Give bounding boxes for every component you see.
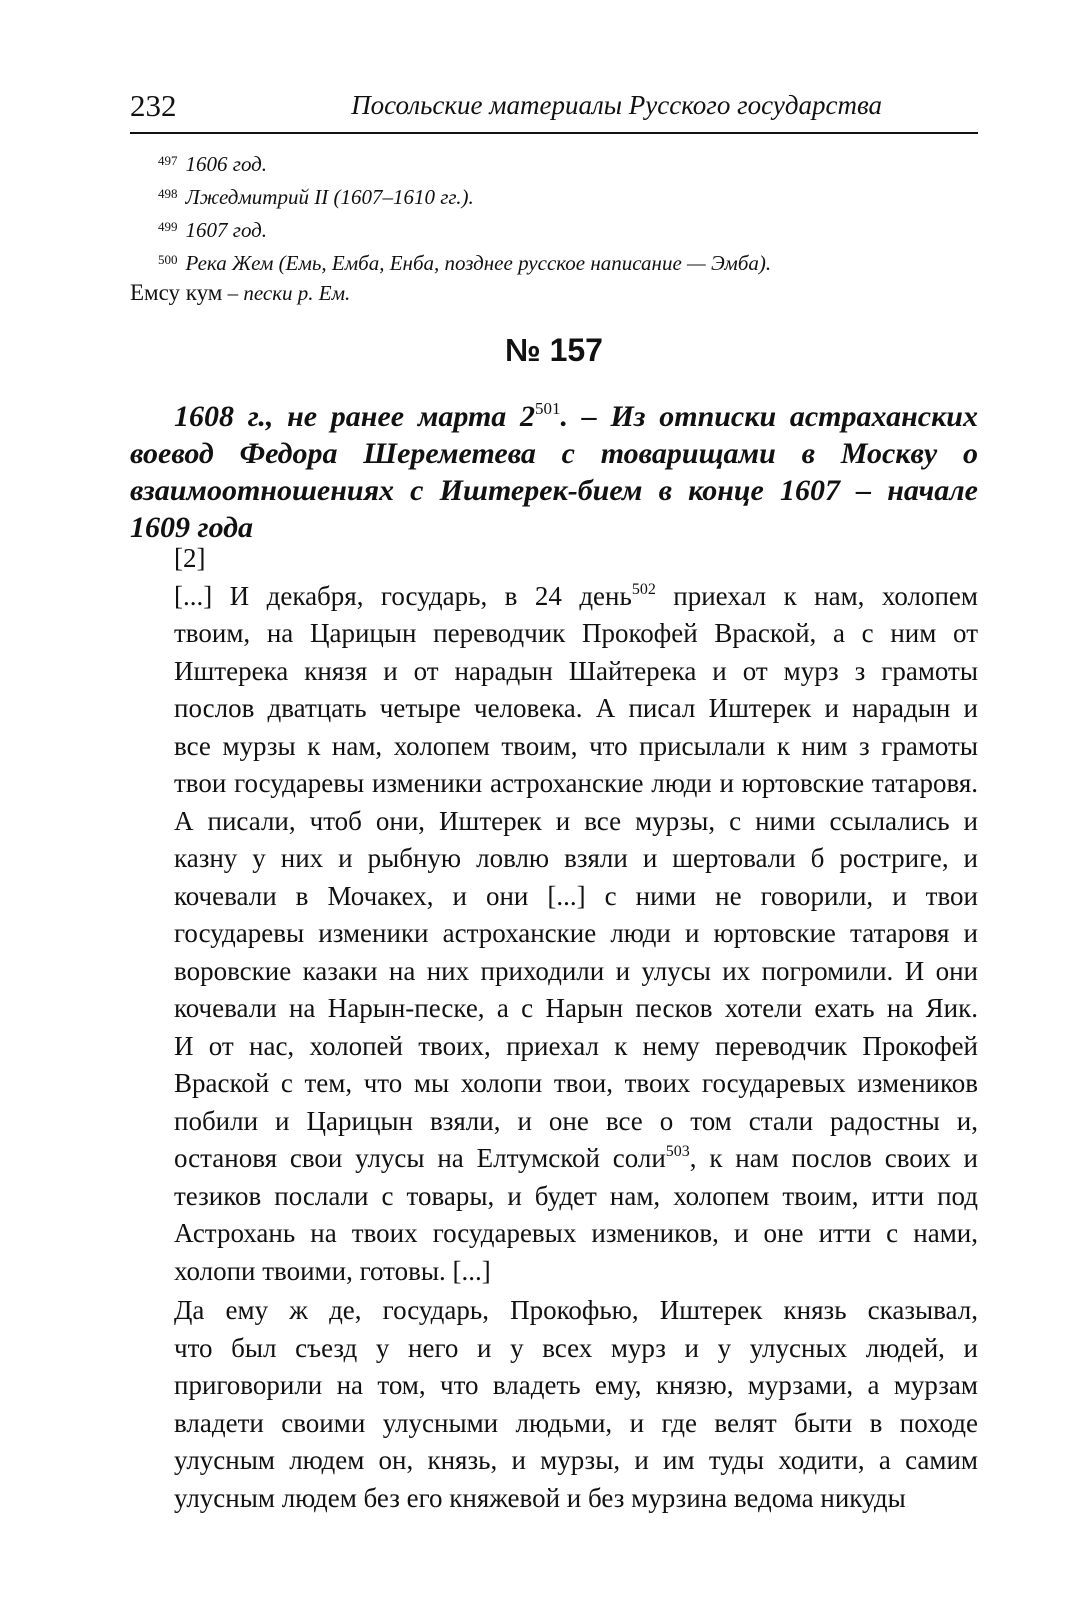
footnote-text: Река Жем (Емь, Емба, Енба, позднее русское написание — Эмба).	[185, 251, 772, 275]
text-line-content: тезиков послали с товары, и будет нам, холопем твоим, итти под	[174, 1180, 978, 1211]
paragraph-1	[130, 578, 978, 1291]
text-line-content: что был съезд у него и у всех мурз и у улусных людей, и	[174, 1332, 978, 1363]
text-line	[130, 728, 978, 766]
page-header	[130, 88, 978, 134]
text-line-content: [...] И декабря, государь, в 24 день	[174, 580, 632, 611]
text-line	[130, 1028, 978, 1066]
text-line-content: казну у них и рыбную ловлю взяли и шертовали б ростриге, и	[174, 843, 978, 873]
text-line-content: холопи твоими, готовы. [...]	[174, 1255, 491, 1286]
text-line	[130, 990, 978, 1028]
heading-date: 1608 г., не ранее марта 2	[174, 400, 536, 433]
footnote-ref: 501	[535, 399, 561, 418]
footnote-number: 497	[158, 153, 178, 168]
text-line-content: твои государевы изменики астроханские люди и юртовские татаровя.	[174, 768, 978, 798]
footnote-number: 500	[158, 252, 178, 267]
text-line-content: приехал к нам, холопем	[655, 580, 978, 611]
text-line	[130, 1140, 978, 1178]
text-line	[130, 1253, 978, 1291]
text-line-content: улусным людем он, князь, и мурзы, и им туды ходити, а самим	[174, 1445, 978, 1475]
footnote-text: 1607 год.	[185, 218, 268, 242]
text-line	[130, 953, 978, 991]
text-line	[130, 1215, 978, 1253]
footnote-number: 498	[158, 186, 178, 201]
text-line-content: твоим, на Царицын переводчик Прокофей Враской, а с ним от	[174, 618, 978, 648]
text-line-content: улусным людем без его княжевой и без мурзина ведома никуды	[174, 1482, 906, 1513]
document-heading	[130, 390, 978, 546]
text-line	[130, 653, 978, 691]
text-line-content: Иштерека князя и от нарадын Шайтерека и от мурз з грамоты	[174, 655, 978, 686]
text-line	[130, 803, 978, 841]
text-line-content: А писали, чтоб они, Иштерек и все мурзы, с ними ссылались и	[174, 805, 978, 836]
text-line-content: кочевали в Мочакех, и они [...] с ними не говорили, и твои	[174, 880, 978, 911]
text-line-content: государевы изменики астроханские люди и юртовские татаровя и	[174, 918, 978, 948]
footnote-ref: 503	[665, 1143, 690, 1160]
text-line-content: остановя свои улусы на Елтумской соли	[174, 1143, 666, 1173]
text-line	[130, 1330, 978, 1368]
text-line-content: приговорили на том, что владеть ему, князю, мурзами, а мурзам	[174, 1370, 978, 1400]
text-line-content: воровские казаки на них приходили и улусы их погромили. И они	[174, 955, 978, 986]
footnotes	[130, 146, 978, 308]
paragraph-2	[130, 1292, 978, 1517]
text-line	[130, 878, 978, 916]
text-line-content: побили и Царицын взяли, и оне все о том стали радостны и,	[174, 1105, 978, 1136]
footnote-number: 499	[158, 219, 178, 234]
footnote-gloss: – пески р. Ем.	[222, 281, 351, 305]
text-line	[130, 1480, 978, 1518]
text-line-content: кочевали на Нарын-песке, а с Нарын песков хотели ехать на Яик.	[174, 993, 978, 1023]
text-line-content: Астрохань на твоих государевых измеников, и оне итти с нами,	[174, 1218, 978, 1248]
running-title: Посольские материалы Русского государства	[351, 90, 882, 120]
text-line	[130, 1367, 978, 1405]
footnote-497	[130, 146, 978, 179]
sheet-mark: [2]	[174, 543, 206, 573]
text-line-content: , к нам послов своих и	[689, 1143, 978, 1173]
footnote-text: Лжедмитрий II (1607–1610 гг.).	[185, 185, 474, 209]
footnote-term: Емсу кум	[130, 280, 223, 305]
text-line-content: послов дватцать четыре человека. А писал Иштерек и нарадын и	[174, 693, 978, 723]
footnote-498	[130, 179, 978, 212]
text-line	[130, 1405, 978, 1443]
footnote-text: 1606 год.	[185, 152, 268, 176]
text-line	[130, 1442, 978, 1480]
footnote-500	[130, 245, 978, 278]
text-line	[130, 1292, 978, 1330]
text-line	[130, 1178, 978, 1216]
text-line-content: И от нас, холопей твоих, приехал к нему переводчик Прокофей	[174, 1030, 978, 1061]
text-line-content: Да ему ж де, государь, Прокофью, Иштерек князь сказывал,	[174, 1295, 978, 1325]
text-line	[130, 840, 978, 878]
document-number: № 157	[505, 332, 603, 368]
text-line	[130, 578, 978, 616]
text-line	[130, 1065, 978, 1103]
text-line	[130, 915, 978, 953]
page-number: 232	[130, 88, 177, 123]
text-line	[130, 690, 978, 728]
footnote-499	[130, 212, 978, 245]
text-line	[130, 765, 978, 803]
document-body	[130, 540, 978, 1517]
footnote-ref: 502	[631, 580, 656, 598]
text-line	[130, 1103, 978, 1141]
text-line-content: Враской с тем, что мы холопи твои, твоих государевых измеников	[174, 1068, 978, 1098]
text-line	[130, 615, 978, 653]
text-line-content: все мурзы к нам, холопем твоим, что присылали к ним з грамоты	[174, 730, 978, 761]
heading-description: . – Из отписки астраханских воевод Федора Шереметева с товарищами в Москву о взаимоотношениях с Иштерек-бием в конце 1607 – начале 1609 года	[130, 400, 978, 544]
footnote-500-continuation	[130, 278, 978, 308]
text-line-content: владети своими улусными людьми, и где велят быти в походе	[174, 1407, 978, 1438]
